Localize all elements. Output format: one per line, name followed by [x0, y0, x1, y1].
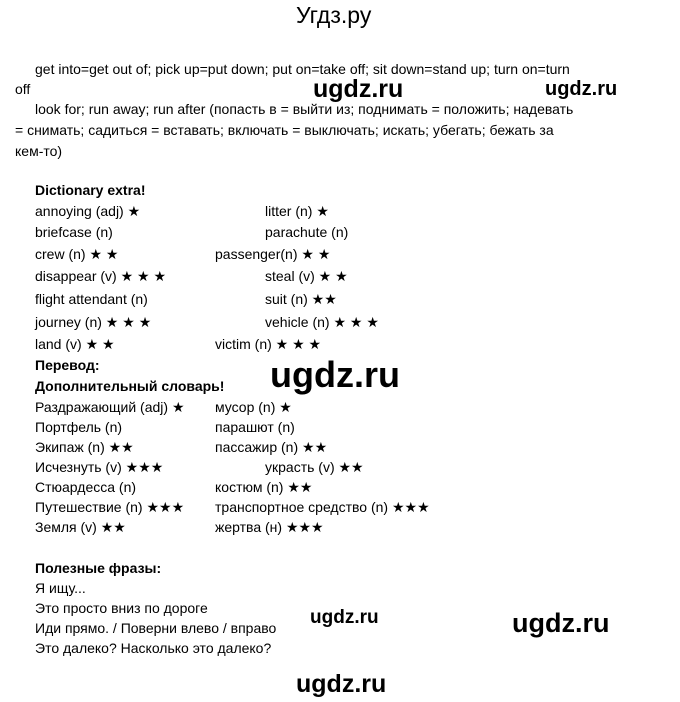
dictionary-item: crew (n) ★ ★: [35, 246, 119, 262]
watermark: ugdz.ru: [313, 75, 404, 103]
site-title: Угдз.ру: [296, 2, 372, 28]
dictionary-item: land (v) ★ ★: [35, 336, 115, 352]
translation-item: Стюардесса (n): [35, 479, 137, 495]
translation-item: Раздражающий (adj) ★: [35, 399, 185, 415]
translation-item: Портфель (n): [35, 419, 123, 435]
translation-item: мусор (n) ★: [215, 399, 292, 415]
watermark: ugdz.ru: [296, 670, 387, 698]
intro-line-3: look for; run away; run after (попасть в = выйти из; поднимать = положить; надевать: [35, 101, 574, 117]
translation-item: транспортное средство (n) ★★★: [215, 499, 430, 515]
translation-item: костюм (n) ★★: [215, 479, 313, 495]
phrase-item: Я ищу...: [35, 580, 86, 596]
translation-item: Экипаж (n) ★★: [35, 439, 134, 455]
translation-item: Земля (v) ★★: [35, 519, 126, 535]
translation-item: Исчезнуть (v) ★★★: [35, 459, 164, 475]
translation-item: пассажир (n) ★★: [215, 439, 328, 455]
dictionary-item: passenger(n) ★ ★: [215, 246, 331, 262]
watermark: ugdz.ru: [512, 608, 610, 638]
translation-subheading: Дополнительный словарь!: [35, 378, 225, 394]
watermark: ugdz.ru: [545, 78, 618, 100]
dictionary-heading: Dictionary extra!: [35, 182, 146, 198]
dictionary-item: flight attendant (n): [35, 291, 148, 307]
dictionary-item: briefcase (n): [35, 224, 113, 240]
dictionary-item: victim (n) ★ ★ ★: [215, 336, 322, 352]
intro-line-2: off: [15, 81, 31, 97]
phrase-item: Иди прямо. / Поверни влево / вправо: [35, 620, 277, 636]
translation-item: парашют (n): [215, 419, 295, 435]
dictionary-item: litter (n) ★: [265, 203, 329, 219]
translation-item: Путешествие (n) ★★★: [35, 499, 185, 515]
watermark: ugdz.ru: [310, 607, 379, 628]
dictionary-item: journey (n) ★ ★ ★: [35, 314, 152, 330]
dictionary-item: vehicle (n) ★ ★ ★: [265, 314, 379, 330]
intro-line-1: get into=get out of; pick up=put down; put on=take off; sit down=stand up; turn on=turn: [35, 61, 570, 77]
phrase-item: Это просто вниз по дороге: [35, 600, 208, 616]
dictionary-item: disappear (v) ★ ★ ★: [35, 268, 167, 284]
dictionary-item: steal (v) ★ ★: [265, 268, 348, 284]
watermark: ugdz.ru: [270, 354, 400, 395]
dictionary-item: parachute (n): [265, 224, 349, 240]
dictionary-item: suit (n) ★★: [265, 291, 337, 307]
intro-line-4: = снимать; садиться = вставать; включать = выключать; искать; убегать; бежать за: [15, 122, 554, 138]
phrase-item: Это далеко? Насколько это далеко?: [35, 640, 272, 656]
dictionary-item: annoying (adj) ★: [35, 203, 141, 219]
translation-item: жертва (н) ★★★: [215, 519, 324, 535]
translation-item: украсть (v) ★★: [265, 459, 364, 475]
translation-heading: Перевод:: [35, 357, 100, 373]
phrases-heading: Полезные фразы:: [35, 560, 162, 576]
intro-line-5: кем-то): [15, 143, 63, 159]
